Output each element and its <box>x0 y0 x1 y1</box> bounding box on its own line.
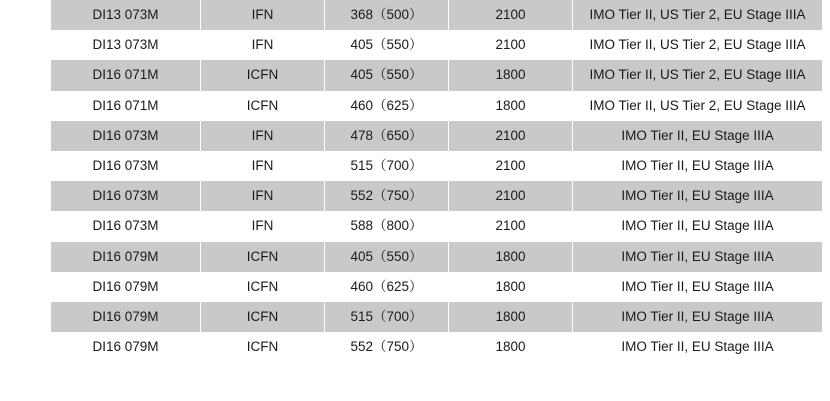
cell-speed: 2100 <box>449 0 573 30</box>
cell-config: IFN <box>201 0 325 30</box>
cell-emission: IMO Tier II, EU Stage IIIA <box>573 211 823 241</box>
cell-power: 368（500） <box>325 0 449 30</box>
cell-speed: 2100 <box>449 151 573 181</box>
table-body <box>51 0 823 362</box>
cell-model: DI16 073M <box>51 121 201 151</box>
cell-power: 405（550） <box>325 30 449 60</box>
cell-model: DI16 079M <box>51 332 201 362</box>
cell-speed: 2100 <box>449 211 573 241</box>
cell-emission: IMO Tier II, EU Stage IIIA <box>573 121 823 151</box>
cell-emission: IMO Tier II, EU Stage IIIA <box>573 272 823 302</box>
cell-config: ICFN <box>201 272 325 302</box>
cell-emission: IMO Tier II, EU Stage IIIA <box>573 151 823 181</box>
cell-power: 405（550） <box>325 242 449 272</box>
table-row <box>51 151 823 181</box>
cell-speed: 1800 <box>449 60 573 90</box>
cell-power: 460（625） <box>325 91 449 121</box>
cell-speed: 2100 <box>449 181 573 211</box>
cell-model: DI16 079M <box>51 242 201 272</box>
cell-model: DI16 079M <box>51 272 201 302</box>
cell-emission: IMO Tier II, EU Stage IIIA <box>573 242 823 272</box>
cell-power: 515（700） <box>325 151 449 181</box>
table-row <box>51 0 823 30</box>
table-row <box>51 272 823 302</box>
cell-config: IFN <box>201 151 325 181</box>
cell-power: 478（650） <box>325 121 449 151</box>
cell-power: 405（550） <box>325 60 449 90</box>
cell-model: DI13 073M <box>51 30 201 60</box>
cell-power: 515（700） <box>325 302 449 332</box>
cell-config: IFN <box>201 121 325 151</box>
cell-config: ICFN <box>201 60 325 90</box>
cell-config: ICFN <box>201 332 325 362</box>
cell-emission: IMO Tier II, US Tier 2, EU Stage IIIA <box>573 91 823 121</box>
cell-power: 552（750） <box>325 181 449 211</box>
cell-config: IFN <box>201 30 325 60</box>
cell-emission: IMO Tier II, EU Stage IIIA <box>573 181 823 211</box>
cell-speed: 1800 <box>449 332 573 362</box>
table-row <box>51 242 823 272</box>
cell-speed: 1800 <box>449 91 573 121</box>
table-row <box>51 60 823 90</box>
cell-emission: IMO Tier II, US Tier 2, EU Stage IIIA <box>573 60 823 90</box>
cell-speed: 1800 <box>449 272 573 302</box>
cell-power: 588（800） <box>325 211 449 241</box>
table-row <box>51 91 823 121</box>
cell-emission: IMO Tier II, US Tier 2, EU Stage IIIA <box>573 30 823 60</box>
cell-speed: 1800 <box>449 242 573 272</box>
cell-model: DI16 073M <box>51 181 201 211</box>
cell-config: ICFN <box>201 91 325 121</box>
cell-speed: 2100 <box>449 30 573 60</box>
table-row <box>51 211 823 241</box>
cell-model: DI13 073M <box>51 0 201 30</box>
table-row <box>51 121 823 151</box>
engine-spec-table <box>50 0 823 362</box>
cell-config: IFN <box>201 181 325 211</box>
cell-config: IFN <box>201 211 325 241</box>
table-row <box>51 332 823 362</box>
cell-power: 460（625） <box>325 272 449 302</box>
cell-speed: 1800 <box>449 302 573 332</box>
cell-model: DI16 073M <box>51 151 201 181</box>
cell-config: ICFN <box>201 302 325 332</box>
table-row <box>51 30 823 60</box>
cell-emission: IMO Tier II, EU Stage IIIA <box>573 302 823 332</box>
cell-model: DI16 071M <box>51 91 201 121</box>
cell-emission: IMO Tier II, US Tier 2, EU Stage IIIA <box>573 0 823 30</box>
cell-power: 552（750） <box>325 332 449 362</box>
cell-config: ICFN <box>201 242 325 272</box>
table-row <box>51 302 823 332</box>
cell-model: DI16 071M <box>51 60 201 90</box>
cell-model: DI16 079M <box>51 302 201 332</box>
table-row <box>51 181 823 211</box>
cell-speed: 2100 <box>449 121 573 151</box>
cell-emission: IMO Tier II, EU Stage IIIA <box>573 332 823 362</box>
cell-model: DI16 073M <box>51 211 201 241</box>
